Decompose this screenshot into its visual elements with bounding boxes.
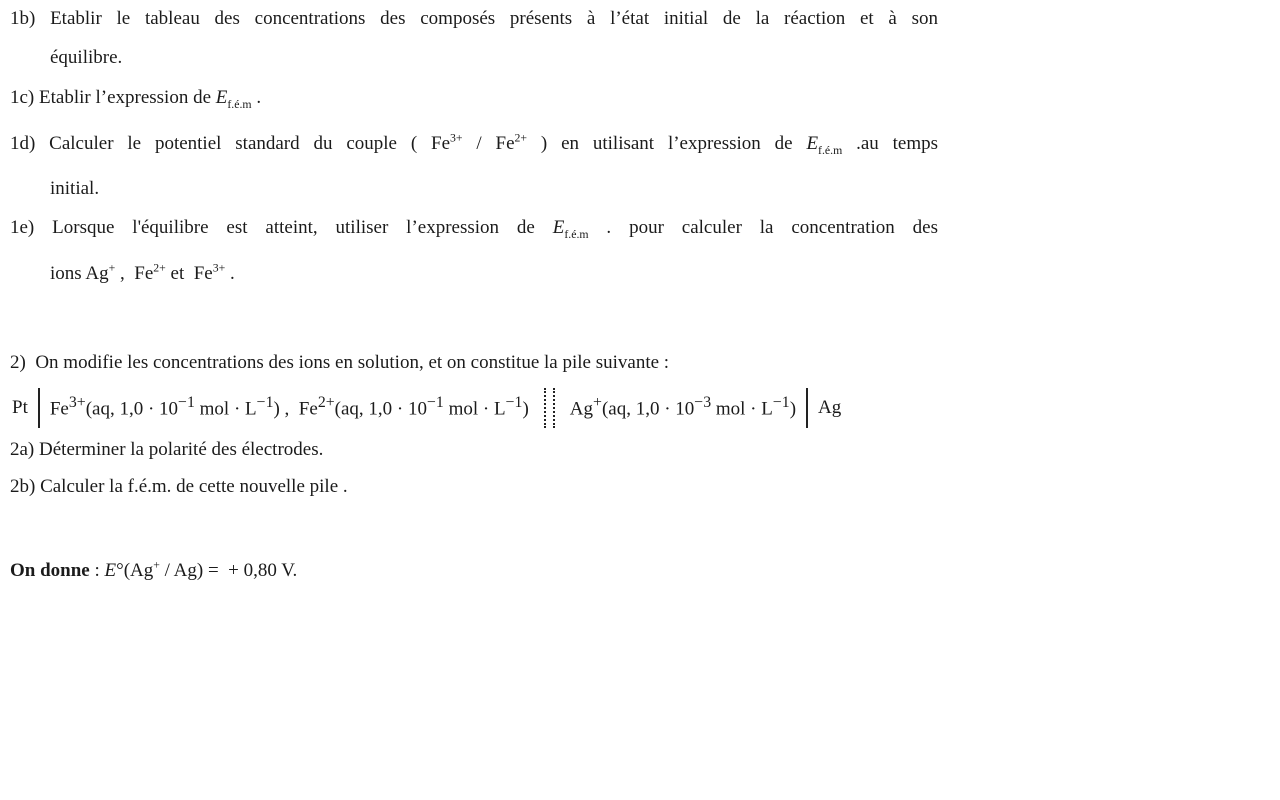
electrode-separator-bar-right (806, 388, 808, 428)
text-segment: ) (522, 398, 529, 420)
galvanic-cell-notation (12, 386, 841, 430)
text-segment: + (153, 558, 160, 572)
text-segment: (aq, 1,0 · 10 (85, 398, 179, 420)
text-segment: initial. (50, 178, 100, 199)
text-segment: 2+ (153, 261, 166, 275)
text-segment: mol · L (443, 398, 506, 420)
text-segment: 1e) Lorsque l'équilibre est atteint, utiliser l’expression de (10, 217, 553, 238)
question-1b-line2 (50, 47, 122, 70)
text-segment: / Fe (462, 133, 515, 154)
text-segment: −1 (772, 394, 790, 412)
cell-electrode-left (12, 397, 28, 420)
text-segment: E (552, 217, 565, 238)
text-segment: E (215, 87, 228, 108)
text-segment: f.é.m (818, 143, 843, 157)
question-1e-line2 (50, 263, 235, 286)
text-segment: équilibre. (50, 47, 123, 68)
text-segment: −1 (427, 394, 444, 412)
text-segment: 3+ (68, 394, 86, 412)
text-segment: f.é.m (564, 227, 589, 241)
question-1d-line2 (50, 178, 99, 201)
question-1b-line1 (10, 8, 938, 31)
text-segment: 1b) Etablir le tableau des concentrations des composés présents à l’état initial de la réaction et à son (10, 8, 938, 29)
text-segment: : (89, 560, 105, 581)
text-segment: °(Ag (116, 560, 154, 581)
text-segment: (aq, 1,0 · 10 (601, 398, 695, 420)
text-segment: , Fe (115, 263, 154, 284)
text-segment: + (593, 394, 602, 412)
text-segment: E (104, 560, 117, 581)
text-segment: −1 (178, 394, 195, 412)
question-2a (10, 439, 323, 462)
text-segment: 2) On modifie les concentrations des ions en solution, et on constitue la pile suivante : (10, 352, 670, 373)
question-2-intro (10, 352, 669, 375)
question-1e-line1 (10, 217, 938, 240)
text-segment: .au temps (842, 133, 939, 154)
text-segment: (aq, 1,0 · 10 (334, 398, 427, 420)
question-1c-line1 (10, 87, 261, 110)
text-segment: ions Ag (50, 263, 109, 284)
cell-half-right (570, 394, 796, 421)
text-segment: 3+ (450, 131, 463, 145)
text-segment: E (806, 133, 819, 154)
text-segment: f.é.m (227, 97, 252, 111)
text-segment: mol · L (711, 398, 773, 420)
text-segment: 2b) Calculer la f.é.m. de cette nouvelle pile . (10, 476, 348, 497)
text-segment: ) (789, 398, 797, 420)
text-segment: et Fe (165, 263, 213, 284)
text-segment: 2+ (317, 394, 335, 412)
text-segment: Fe (49, 398, 69, 420)
text-segment: Ag (818, 396, 842, 418)
text-segment: 2+ (514, 131, 528, 145)
text-segment: mol · L (194, 398, 257, 420)
given-data-line (10, 560, 297, 583)
text-segment: . (225, 263, 235, 284)
salt-bridge-separator (544, 388, 555, 428)
text-segment: 1d) Calculer le potentiel standard du couple ( Fe (10, 133, 451, 154)
question-1d-line1 (10, 133, 938, 156)
text-segment: −1 (505, 394, 523, 412)
question-2b (10, 476, 348, 499)
text-segment: / Ag) = + 0,80 V. (159, 560, 298, 581)
cell-electrode-right (818, 397, 841, 420)
text-segment: 2a) Déterminer la polarité des électrodes. (10, 439, 324, 460)
electrode-separator-bar-left (38, 388, 40, 428)
text-segment: −1 (256, 394, 274, 412)
text-segment: . (251, 87, 262, 108)
cell-half-left (50, 394, 529, 421)
text-segment: Ag (569, 398, 593, 420)
text-segment: 3+ (212, 261, 226, 275)
text-segment: 1c) Etablir l’expression de (10, 87, 216, 108)
text-segment: ) en utilisant l’expression de (527, 133, 807, 154)
text-segment: On donne (10, 560, 90, 581)
text-segment: . pour calculer la concentration des (588, 217, 938, 238)
text-segment: Pt (12, 396, 28, 418)
text-segment: + (108, 261, 116, 275)
text-segment: −3 (694, 394, 712, 412)
text-segment: ) , Fe (273, 398, 318, 420)
